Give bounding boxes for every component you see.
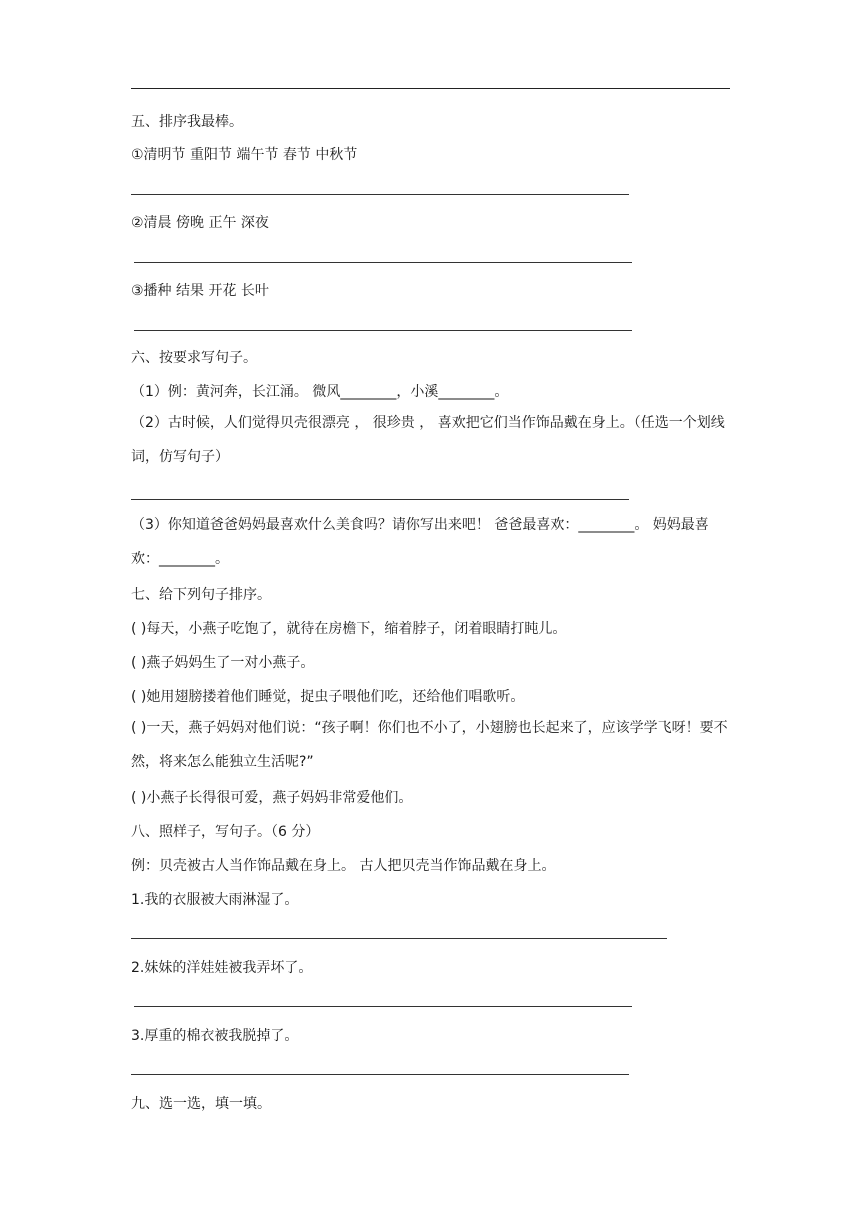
sentence-question-1: （1）例：黄河奔，长江涌。 微风________，小溪________。 [131,384,509,400]
order-sentence-2: ( )燕子妈妈生了一对小燕子。 [131,655,315,671]
answer-line-5-3[interactable] [134,330,632,331]
section-5-title: 五、排序我最棒。 [131,114,243,130]
header-rule [131,88,730,89]
sort-question-2: ②清晨 傍晚 正午 深夜 [131,215,269,231]
answer-line-5-1[interactable] [131,194,629,195]
answer-line-6-2[interactable] [131,499,629,500]
sort-question-3: ③播种 结果 开花 长叶 [131,283,269,299]
answer-line-8-2[interactable] [134,1006,632,1007]
sentence-question-2: （2）古时候，人们觉得贝壳很漂亮 ， 很珍贵 ， 喜欢把它们当作饰品戴在身上。（任选一个划线词，仿写句子） [131,415,725,465]
rewrite-question-2: 2.妹妹的洋娃娃被我弄坏了。 [131,960,313,976]
answer-line-8-1[interactable] [131,938,667,939]
rewrite-example: 例：贝壳被古人当作饰品戴在身上。 古人把贝壳当作饰品戴在身上。 [131,858,556,874]
answer-line-5-2[interactable] [134,262,632,263]
section-6-title: 六、按要求写句子。 [131,350,257,366]
section-9-title: 九、选一选，填一填。 [131,1096,271,1112]
sentence-question-3: （3）你知道爸爸妈妈最喜欢什么美食吗？请你写出来吧！ 爸爸最喜欢：________。 妈妈最喜欢：________。 [131,517,709,567]
rewrite-question-1: 1.我的衣服被大雨淋湿了。 [131,892,299,908]
sort-question-1: ①清明节 重阳节 端午节 春节 中秋节 [131,147,358,163]
answer-line-8-3[interactable] [131,1074,629,1075]
order-sentence-5: ( )小燕子长得很可爱，燕子妈妈非常爱他们。 [131,790,413,806]
rewrite-question-3: 3.厚重的棉衣被我脱掉了。 [131,1028,299,1044]
section-7-title: 七、给下列句子排序。 [131,587,271,603]
order-sentence-1: ( )每天，小燕子吃饱了，就待在房檐下，缩着脖子，闭着眼睛打盹儿。 [131,621,567,637]
order-sentence-4: ( )一天，燕子妈妈对他们说：“孩子啊！你们也不小了，小翅膀也长起来了，应该学学飞呀！要不然，将来怎么能独立生活呢?” [131,720,728,770]
order-sentence-3: ( )她用翅膀搂着他们睡觉，捉虫子喂他们吃，还给他们唱歌听。 [131,689,525,705]
section-8-title: 八、照样子，写句子。（6 分） [131,824,320,840]
